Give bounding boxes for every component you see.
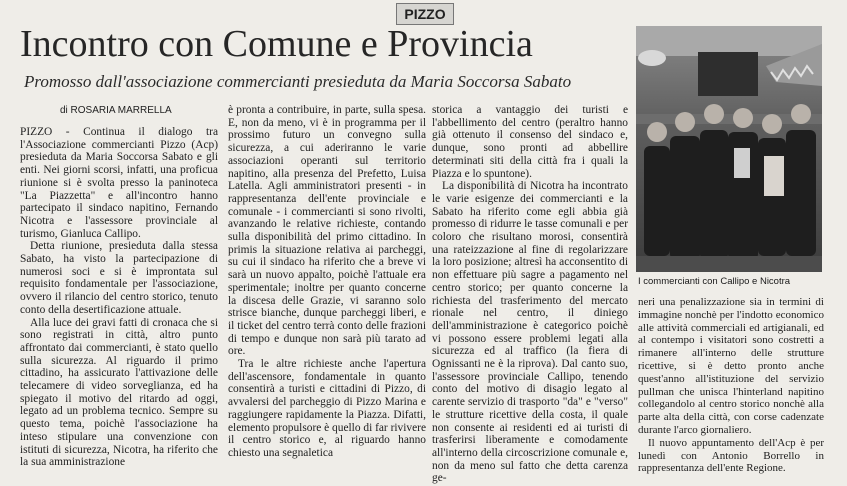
paragraph: neri una penalizzazione sia in termini di immagine nonchè per l'indotto economico alle attività commerciali ed artigianali, ed al contempo i visitatori sono costretti a rimanere all'interno delle strutture ricettive, si è detto pronto anche quest'anno all'istituzione del servizio pullman che unisca l'hinterland napitino collegandolo al centro storico nonchè alla parte alta della città, con corse cadenzate durante l'arco giornaliero. [638,296,824,436]
group-photo [636,26,822,272]
article-column-3 [432,104,628,485]
paragraph: storica a vantaggio dei turisti e l'abbellimento del centro (peraltro hanno già ottenuto il consenso del sindaco e, dunque, sono pronti ad abbellire determinati siti della città fra i quali la Piazza e lo spuntone). [432,104,628,180]
paragraph: Detta riunione, presieduta dalla stessa Sabato, ha visto la partecipazione di numerosi soci e si è improntata sul requisito fondamentale per l'associazione, ovvero il rilancio del centro storico, tenuto conto della desertificazione attuale. [20,240,218,316]
paragraph: Il nuovo appuntamento dell'Acp è per lunedì con Antonio Borrello in rappresentanza dell'ente Regione. [638,436,824,475]
article-column-4 [638,296,824,475]
photo-caption: I commercianti con Callipo e Nicotra [638,276,791,287]
headline: Incontro con Comune e Provincia [20,23,533,65]
article-column-2 [228,104,426,460]
paragraph: La disponibilità di Nicotra ha incontrato le varie esigenze dei commercianti e la Sabato ha riferito come egli abbia già promesso di ridurre le tasse comunali e per coloro che risultano morosi, consentirà una rateizzazione al fine di regolarizzare la loro posizione; altresì ha acconsentito di non effettuare più sagre a pagamento nel centro storico; per quanto concerne la richiesta del trasferimento del mercato rionale nel centro, il diniego dell'amministrazione è categorico poichè vi possono essere problemi legati alla sicurezza ed al traffico (la fiera di Ognissanti ne è la riprova). Dal canto suo, l'assessore provinciale Callipo, tenendo conto del motivo di disagio legato al carente servizio di trasporto "da" e "verso" le strutture ricettive della costa, il quale non consente ai residenti ed ai turisti di trasferirsi liberamente e comodamente all'interno della circoscrizione comunale e, non da meno sul fatto che detta carenza ge- [432,180,628,485]
article-column-1 [20,126,218,469]
byline: di ROSARIA MARRELLA [60,105,172,116]
paragraph: PIZZO - Continua il dialogo tra l'Associazione commercianti Pizzo (Acp) presieduta da Maria Soccorsa Sabato e gli enti. Nei giorni scorsi, infatti, una proficua riunione si è svolta presso la paninoteca "La Piazzetta" e all'incontro hanno partecipato il sindaco napitino, Fernando Nicotra e l'assessore provinciale al turismo, Gianluca Callipo. [20,126,218,240]
paragraph: è pronta a contribuire, in parte, sulla spesa. E, non da meno, vi è in programma per il prossimo futuro un convegno sulla sicurezza, a cui aderiranno le varie associazioni operanti sul territorio napitino, alla presenza del Prefetto, Luisa Latella. Agli amministratori presenti - in rappresentanza dell'ente provinciale e comunale - i commercianti si sono rivolti, avanzando le relative richieste, contando sulla disponibilità del primo cittadino. In primis la situazione relativa ai parcheggi, su cui il sindaco ha riferito che a breve vi sarà un nuovo appalto, poichè l'attuale era sperimentale; inoltre per quanto concerne la discesa delle Grazie, vi saranno solo strisce bianche, dunque parcheggi liberi, e il ticket del centro terrà conto delle frazioni di tempo e dunque non sarà più tarato ad ore. [228,104,426,358]
subheadline: Promosso dall'associazione commercianti presieduta da Maria Soccorsa Sabato [24,72,572,91]
group-photo-image [636,26,822,272]
paragraph: Alla luce dei gravi fatti di cronaca che si sono registrati in città, altro punto affrontato dai commercianti, è stato quello sulla sicurezza. Al riguardo il primo cittadino, ha assicurato l'attivazione delle telecamere di video sorveglianza, ed ha spiegato il motivo del ritardo ad oggi, legato ad un problema tecnico. Sempre su questo tema, poichè l'associazione ha inteso stipulare una convenzione con istituti di sicurezza, Nicotra, ha riferito che la sua amministrazione [20,316,218,469]
section-kicker: PIZZO [396,3,454,25]
paragraph: Tra le altre richieste anche l'apertura dell'ascensore, fondamentale in quanto consentirà a turisti e cittadini di Pizzo, di avvalersi del parcheggio di Pizzo Marina e raggiungere rapidamente la Piazza. Difatti, elemento propulsore è quello di far rivivere il centro storico e, al riguardo hanno chiesto una segnaletica [228,358,426,459]
